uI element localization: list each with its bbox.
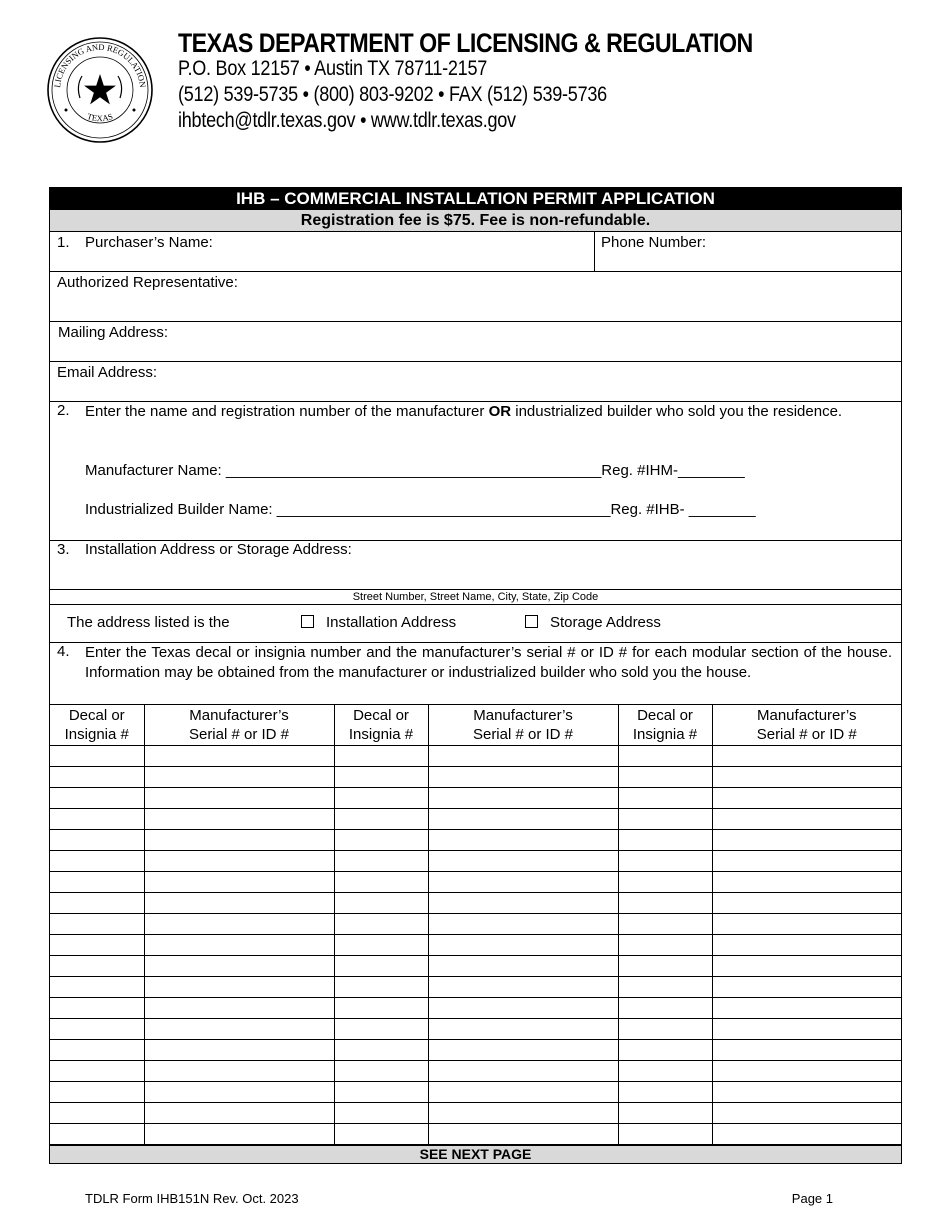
serial-cell[interactable] <box>712 998 901 1019</box>
section-4-instructions: Enter the Texas decal or insignia number and the manufacturer’s serial # or ID # for each modular section of the house. Information may be obtained from the manufacturer or industrialized builder who sold you the house. <box>85 644 892 681</box>
serial-cell[interactable] <box>144 998 334 1019</box>
storage-address-checkbox[interactable] <box>525 615 538 628</box>
section-2 <box>50 402 901 541</box>
serial-cell[interactable] <box>712 1061 901 1082</box>
section-3-number: 3. <box>57 541 70 558</box>
serial-cell[interactable] <box>428 893 618 914</box>
phone-number-field[interactable]: Phone Number: <box>601 234 707 251</box>
decal-header-3: Decal or Insignia # <box>618 705 712 746</box>
address-caption: Street Number, Street Name, City, State, Zip Code <box>50 590 901 605</box>
serial-cell[interactable] <box>428 851 618 872</box>
decal-cell[interactable] <box>618 1082 712 1103</box>
decal-cell[interactable] <box>334 788 428 809</box>
agency-address: P.O. Box 12157 • Austin TX 78711-2157 <box>178 57 488 80</box>
serial-cell[interactable] <box>712 1103 901 1124</box>
table-row <box>50 893 901 914</box>
decal-cell[interactable] <box>334 1019 428 1040</box>
email-address-field[interactable]: Email Address: <box>57 364 158 381</box>
agency-phones: (512) 539-5735 • (800) 803-9202 • FAX (512) 539-5736 <box>178 83 607 106</box>
decal-cell[interactable] <box>50 1040 144 1061</box>
decal-cell[interactable] <box>334 872 428 893</box>
builder-name-field[interactable]: Industrialized Builder Name: ________________________________________Reg. #IHB- ________ <box>85 501 756 518</box>
table-row <box>50 809 901 830</box>
serial-cell[interactable] <box>712 830 901 851</box>
decal-cell[interactable] <box>334 767 428 788</box>
table-row <box>50 935 901 956</box>
serial-cell[interactable] <box>428 998 618 1019</box>
decal-cell[interactable] <box>618 1040 712 1061</box>
decal-cell[interactable] <box>334 977 428 998</box>
table-row <box>50 956 901 977</box>
serial-cell[interactable] <box>144 830 334 851</box>
serial-cell[interactable] <box>712 1124 901 1145</box>
installation-address-field[interactable]: Installation Address or Storage Address: <box>85 541 352 558</box>
table-row <box>50 767 901 788</box>
serial-cell[interactable] <box>712 872 901 893</box>
table-row <box>50 830 901 851</box>
serial-cell[interactable] <box>428 956 618 977</box>
agency-name: TEXAS DEPARTMENT OF LICENSING & REGULATION <box>178 28 753 58</box>
decal-cell[interactable] <box>618 851 712 872</box>
section-4 <box>50 643 901 705</box>
decal-cell[interactable] <box>50 746 144 767</box>
decal-cell[interactable] <box>50 851 144 872</box>
decal-cell[interactable] <box>618 914 712 935</box>
serial-cell[interactable] <box>144 1040 334 1061</box>
decal-cell[interactable] <box>50 1124 144 1145</box>
serial-cell[interactable] <box>428 809 618 830</box>
serial-cell[interactable] <box>144 1082 334 1103</box>
decal-cell[interactable] <box>50 767 144 788</box>
serial-cell[interactable] <box>428 1019 618 1040</box>
serial-cell[interactable] <box>712 977 901 998</box>
decal-serial-table <box>50 705 901 1145</box>
seal-top-text: LICENSING AND REGULATION <box>52 41 148 89</box>
decal-cell[interactable] <box>334 998 428 1019</box>
decal-cell[interactable] <box>50 1103 144 1124</box>
serial-cell[interactable] <box>712 788 901 809</box>
decal-cell[interactable] <box>334 809 428 830</box>
table-row <box>50 851 901 872</box>
serial-cell[interactable] <box>428 830 618 851</box>
decal-cell[interactable] <box>618 1019 712 1040</box>
decal-cell[interactable] <box>618 935 712 956</box>
table-body <box>50 746 901 1145</box>
seal-bottom-text: TEXAS <box>85 111 115 124</box>
serial-cell[interactable] <box>144 767 334 788</box>
serial-cell[interactable] <box>712 956 901 977</box>
serial-cell[interactable] <box>144 1124 334 1145</box>
section-2-number: 2. <box>57 402 70 419</box>
decal-cell[interactable] <box>618 809 712 830</box>
decal-cell[interactable] <box>50 935 144 956</box>
storage-address-option[interactable]: Storage Address <box>525 614 661 631</box>
serial-cell[interactable] <box>712 1082 901 1103</box>
serial-header-3: Manufacturer’s Serial # or ID # <box>712 705 901 746</box>
installation-address-option[interactable]: Installation Address <box>301 614 456 631</box>
decal-cell[interactable] <box>334 935 428 956</box>
serial-cell[interactable] <box>428 1103 618 1124</box>
decal-cell[interactable] <box>618 872 712 893</box>
form-title: IHB – COMMERCIAL INSTALLATION PERMIT APPLICATION <box>50 188 901 210</box>
serial-cell[interactable] <box>144 851 334 872</box>
decal-table-row <box>50 705 901 1146</box>
tdlr-seal-logo <box>46 36 154 144</box>
decal-cell[interactable] <box>618 788 712 809</box>
serial-cell[interactable] <box>712 935 901 956</box>
decal-cell[interactable] <box>50 1061 144 1082</box>
address-type-prefix: The address listed is the <box>67 614 230 631</box>
decal-cell[interactable] <box>50 1082 144 1103</box>
decal-cell[interactable] <box>618 746 712 767</box>
page-number: Page 1 <box>791 1191 833 1206</box>
serial-cell[interactable] <box>428 767 618 788</box>
serial-cell[interactable] <box>428 935 618 956</box>
decal-cell[interactable] <box>50 872 144 893</box>
form-id: TDLR Form IHB151N Rev. Oct. 2023 <box>85 1191 299 1206</box>
table-row <box>50 1061 901 1082</box>
serial-cell[interactable] <box>144 1061 334 1082</box>
serial-cell[interactable] <box>712 914 901 935</box>
mailing-row <box>50 322 901 362</box>
decal-cell[interactable] <box>334 1061 428 1082</box>
serial-cell[interactable] <box>712 767 901 788</box>
table-row <box>50 1082 901 1103</box>
authorized-rep-field[interactable]: Authorized Representative: <box>57 274 238 291</box>
serial-cell[interactable] <box>428 1061 618 1082</box>
decal-cell[interactable] <box>618 998 712 1019</box>
decal-cell[interactable] <box>334 1082 428 1103</box>
table-row <box>50 1124 901 1145</box>
installation-address-checkbox[interactable] <box>301 615 314 628</box>
fee-note: Registration fee is $75. Fee is non-refundable. <box>50 210 901 232</box>
table-row <box>50 788 901 809</box>
table-row <box>50 746 901 767</box>
serial-cell[interactable] <box>144 956 334 977</box>
see-next-page: SEE NEXT PAGE <box>50 1146 901 1163</box>
section-3 <box>50 541 901 590</box>
address-type-row <box>50 605 901 643</box>
serial-cell[interactable] <box>144 977 334 998</box>
decal-cell[interactable] <box>618 1103 712 1124</box>
serial-cell[interactable] <box>144 893 334 914</box>
serial-cell[interactable] <box>144 788 334 809</box>
decal-cell[interactable] <box>618 1061 712 1082</box>
serial-cell[interactable] <box>428 1082 618 1103</box>
decal-cell[interactable] <box>50 788 144 809</box>
serial-cell[interactable] <box>712 1019 901 1040</box>
serial-header-1: Manufacturer’s Serial # or ID # <box>144 705 334 746</box>
decal-header-2: Decal or Insignia # <box>334 705 428 746</box>
decal-cell[interactable] <box>618 893 712 914</box>
serial-cell[interactable] <box>428 788 618 809</box>
decal-cell[interactable] <box>50 893 144 914</box>
section-1-number: 1. <box>57 234 70 251</box>
decal-cell[interactable] <box>334 956 428 977</box>
decal-cell[interactable] <box>50 830 144 851</box>
serial-cell[interactable] <box>712 893 901 914</box>
agency-contact: ihbtech@tdlr.texas.gov • www.tdlr.texas.gov <box>178 109 516 132</box>
decal-cell[interactable] <box>334 1103 428 1124</box>
table-header-row <box>50 705 901 746</box>
serial-cell[interactable] <box>144 1019 334 1040</box>
email-row <box>50 362 901 402</box>
decal-cell[interactable] <box>50 956 144 977</box>
serial-cell[interactable] <box>144 872 334 893</box>
decal-cell[interactable] <box>50 977 144 998</box>
serial-header-2: Manufacturer’s Serial # or ID # <box>428 705 618 746</box>
mailing-address-field[interactable]: Mailing Address: <box>58 324 169 341</box>
serial-cell[interactable] <box>428 746 618 767</box>
decal-header-1: Decal or Insignia # <box>50 705 144 746</box>
purchaser-name-field[interactable]: Purchaser’s Name: <box>85 234 213 251</box>
serial-cell[interactable] <box>712 1040 901 1061</box>
decal-cell[interactable] <box>618 956 712 977</box>
purchaser-row <box>50 232 901 272</box>
decal-cell[interactable] <box>50 998 144 1019</box>
serial-cell[interactable] <box>712 746 901 767</box>
table-row <box>50 872 901 893</box>
decal-cell[interactable] <box>334 893 428 914</box>
decal-cell[interactable] <box>334 1040 428 1061</box>
section-2-instructions: Enter the name and registration number of the manufacturer OR industrialized builder who sold you the residence. <box>85 403 843 420</box>
serial-cell[interactable] <box>144 1103 334 1124</box>
decal-cell[interactable] <box>618 767 712 788</box>
serial-cell[interactable] <box>428 914 618 935</box>
serial-cell[interactable] <box>144 914 334 935</box>
table-row <box>50 977 901 998</box>
decal-cell[interactable] <box>334 914 428 935</box>
table-row <box>50 1019 901 1040</box>
decal-cell[interactable] <box>334 1124 428 1145</box>
table-row <box>50 1103 901 1124</box>
svg-text:TEXAS <box>86 111 114 123</box>
agency-header <box>178 30 846 134</box>
application-form <box>49 187 902 1164</box>
authorized-rep-row <box>50 272 901 322</box>
serial-cell[interactable] <box>428 1124 618 1145</box>
serial-cell[interactable] <box>428 872 618 893</box>
serial-cell[interactable] <box>144 935 334 956</box>
decal-cell[interactable] <box>618 830 712 851</box>
table-row <box>50 1040 901 1061</box>
decal-cell[interactable] <box>334 851 428 872</box>
decal-cell[interactable] <box>618 1124 712 1145</box>
decal-cell[interactable] <box>50 1019 144 1040</box>
decal-cell[interactable] <box>50 809 144 830</box>
decal-cell[interactable] <box>50 914 144 935</box>
decal-cell[interactable] <box>618 977 712 998</box>
decal-cell[interactable] <box>334 746 428 767</box>
manufacturer-name-field[interactable]: Manufacturer Name: _____________________________________________Reg. #IHM-________ <box>85 462 745 479</box>
serial-cell[interactable] <box>712 809 901 830</box>
serial-cell[interactable] <box>144 746 334 767</box>
serial-cell[interactable] <box>712 851 901 872</box>
table-row <box>50 998 901 1019</box>
table-row <box>50 914 901 935</box>
serial-cell[interactable] <box>144 809 334 830</box>
serial-cell[interactable] <box>428 1040 618 1061</box>
section-4-number: 4. <box>57 643 70 660</box>
serial-cell[interactable] <box>428 977 618 998</box>
decal-cell[interactable] <box>334 830 428 851</box>
